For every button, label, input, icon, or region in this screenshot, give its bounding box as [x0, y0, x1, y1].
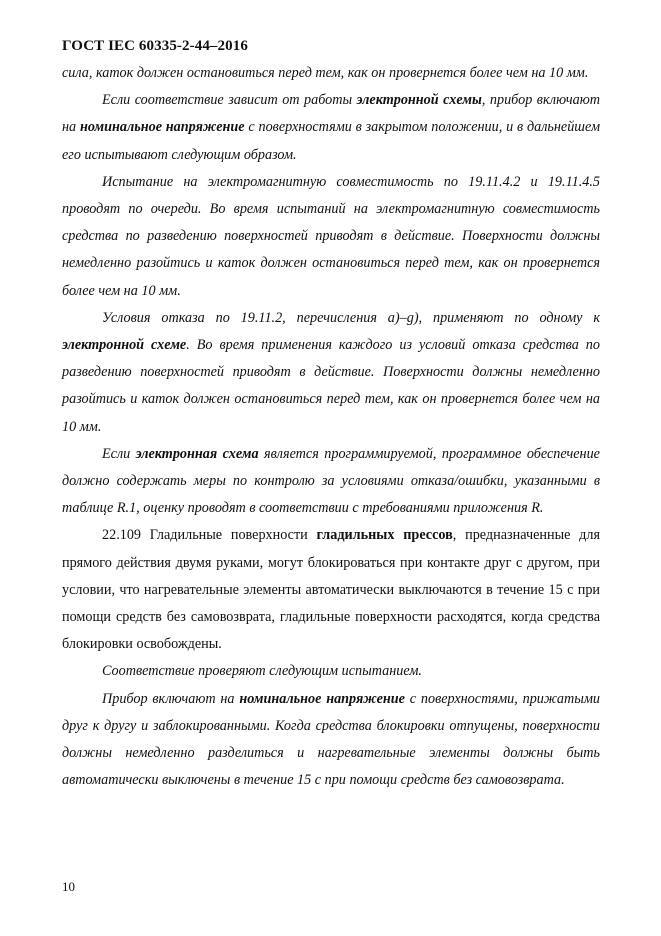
text-run: с поверхностями, прижатыми друг к другу и заблокированными. Когда средства блокировки отпущены, поверхности должны немедленно разделиться и нагревательные элементы должны быть автоматически выключены в течение 15 с при помощи средств без самовозврата. — [62, 690, 600, 789]
bold-term: электронной схемы — [356, 92, 482, 109]
bold-term: гладильных прессов — [316, 527, 453, 544]
paragraph — [62, 686, 600, 795]
text-run: Если соответствие зависит от работы — [102, 92, 357, 109]
document-header: ГОСТ IEC 60335-2-44–2016 — [62, 38, 248, 54]
paragraph — [62, 305, 600, 441]
bold-term: электронная схема — [135, 445, 259, 462]
bold-term: номинальное напряжение — [239, 690, 405, 707]
paragraph — [62, 169, 600, 305]
text-run: Условия отказа по 19.11.2, перечисления a)–g), применяют по одному к — [102, 309, 600, 326]
text-run: Если — [102, 445, 136, 462]
text-run: с поверхностями в закрытом положении, и в дальнейшем его испытывают следующим образом. — [62, 119, 600, 163]
bold-term: электронной схеме — [62, 337, 187, 354]
paragraph — [62, 522, 600, 658]
bold-term: номинальное напряжение — [79, 119, 245, 136]
paragraph — [62, 441, 600, 523]
text-run: , прибор включают на — [62, 92, 600, 136]
text-run: Соответствие проверяют следующим испытанием. — [102, 663, 422, 680]
paragraph — [62, 60, 600, 87]
text-run: . Во время применения каждого из условий отказа средства по разведению поверхностей приводят в действие. Поверхности должны немедленно разойтись и каток должен остановиться перед тем, как он провернется более чем на 10 мм. — [62, 337, 600, 435]
text-run: Испытание на электромагнитную совместимость по 19.11.4.2 и 19.11.4.5 проводят по очереди. Во время испытаний на электромагнитную совместимость средства по разведению поверхностей приводят в действие. Поверхности должны немедленно разойтись и каток должен остановиться перед тем, как он провернется более чем на 10 мм. — [62, 173, 600, 299]
paragraph — [62, 87, 600, 169]
text-run: Прибор включают на — [102, 690, 240, 707]
text-run: 22.109 Гладильные поверхности — [102, 527, 317, 544]
text-run: является программируемой, программное обеспечение должно содержать меры по контролю за условиями отказа/ошибки, указанными в таблице R.1, оценку проводят в соответствии с требованиями приложения R. — [62, 445, 600, 517]
text-run: , предназначенные для прямого действия двумя руками, могут блокироваться при контакте друг с другом, при условии, что нагревательные элементы автоматически выключаются в течение 15 с при помощи средств без самовозврата, гладильные поверхности расходятся, когда средства блокировки освобождены. — [62, 527, 600, 653]
page-number: 10 — [62, 879, 75, 894]
paragraph — [62, 658, 600, 685]
text-run: сила, каток должен остановиться перед тем, как он провернется более чем на 10 мм. — [62, 65, 589, 81]
document-body — [62, 60, 600, 794]
